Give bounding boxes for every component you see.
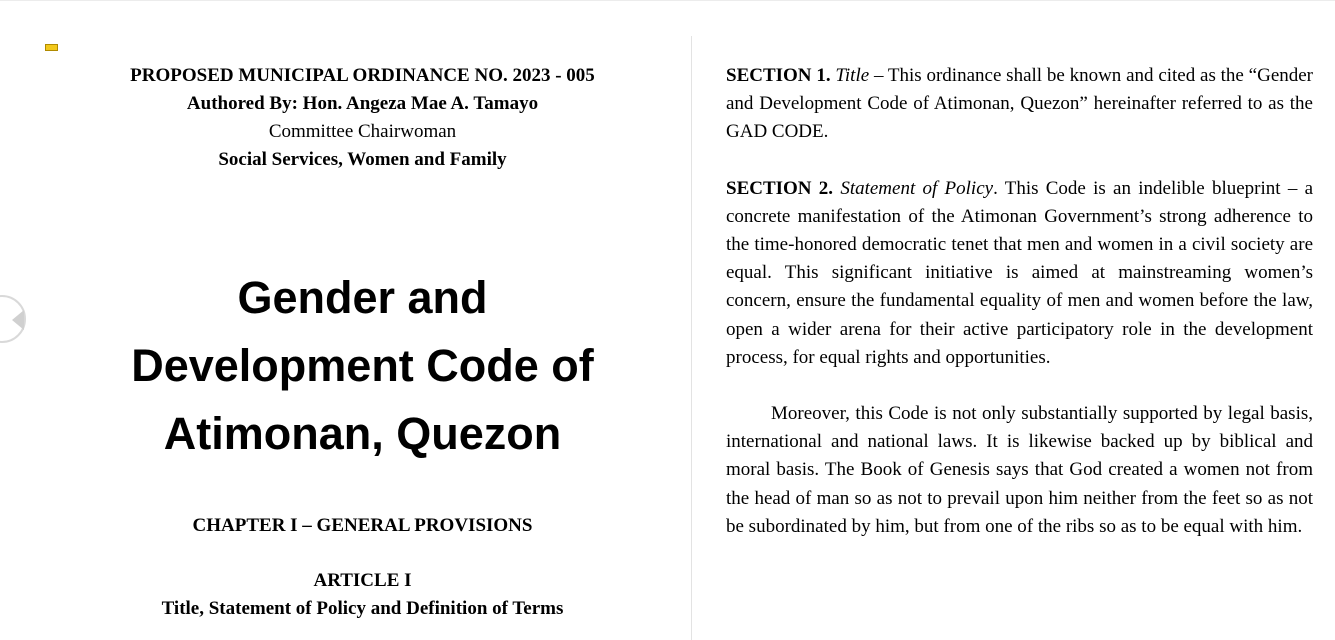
article-heading (60, 567, 665, 623)
ordinance-number: PROPOSED MUNICIPAL ORDINANCE NO. 2023 - 005 (130, 65, 595, 86)
section-heading: SECTION 1. (726, 65, 831, 86)
top-border (0, 0, 1335, 1)
article-number: ARTICLE I (313, 570, 412, 591)
article-title: Title, Statement of Policy and Definition of Terms (161, 598, 564, 619)
committee-role: Committee Chairwoman (268, 121, 457, 142)
title-line: Gender and (237, 272, 488, 323)
previous-page-button[interactable] (0, 295, 26, 343)
committee-name: Social Services, Women and Family (218, 149, 507, 170)
right-page (726, 62, 1313, 569)
chapter-heading: CHAPTER I – GENERAL PROVISIONS (192, 515, 533, 536)
document-title (60, 264, 665, 468)
title-line: Development Code of (131, 340, 594, 391)
paragraph-moreover: Moreover, this Code is not only substantially supported by legal basis, international and national laws. It is likewise backed up by biblical and moral basis. The Book of Genesis says that God created a women not from the head of man so as not to prevail upon him neither from the feet so as not be subordinated by him, but from one of the ribs so as to be equal with him. (726, 403, 1313, 537)
chevron-left-icon (12, 310, 24, 330)
section-2 (726, 175, 1313, 372)
section-text: . This Code is an indelible blueprint – a concrete manifestation of the Atimonan Government’s strong adherence to the time-honored democratic tenet that men and women in a civil society are equal. This significant initiative is aimed at mainstreaming women’s concern, ensure the fundamental equality of men and women before the law, open a wider arena for their active participatory role in the development process, for equal rights and opportunities. (726, 177, 1314, 368)
section-1 (726, 62, 1313, 147)
author-line: Authored By: Hon. Angeza Mae A. Tamayo (186, 93, 539, 114)
section-heading: SECTION 2. (726, 177, 834, 199)
section-label: Statement of Policy (840, 177, 994, 199)
left-page (60, 62, 665, 623)
section-label: Title (835, 65, 870, 86)
note-marker-icon[interactable] (45, 44, 58, 51)
title-line: Atimonan, Quezon (163, 408, 562, 459)
page-divider (691, 36, 692, 640)
section-text: – This ordinance shall be known and cited as the “Gender and Development Code of Atimonan, Quezon” hereinafter referred to as the GAD CODE. (726, 65, 1314, 143)
